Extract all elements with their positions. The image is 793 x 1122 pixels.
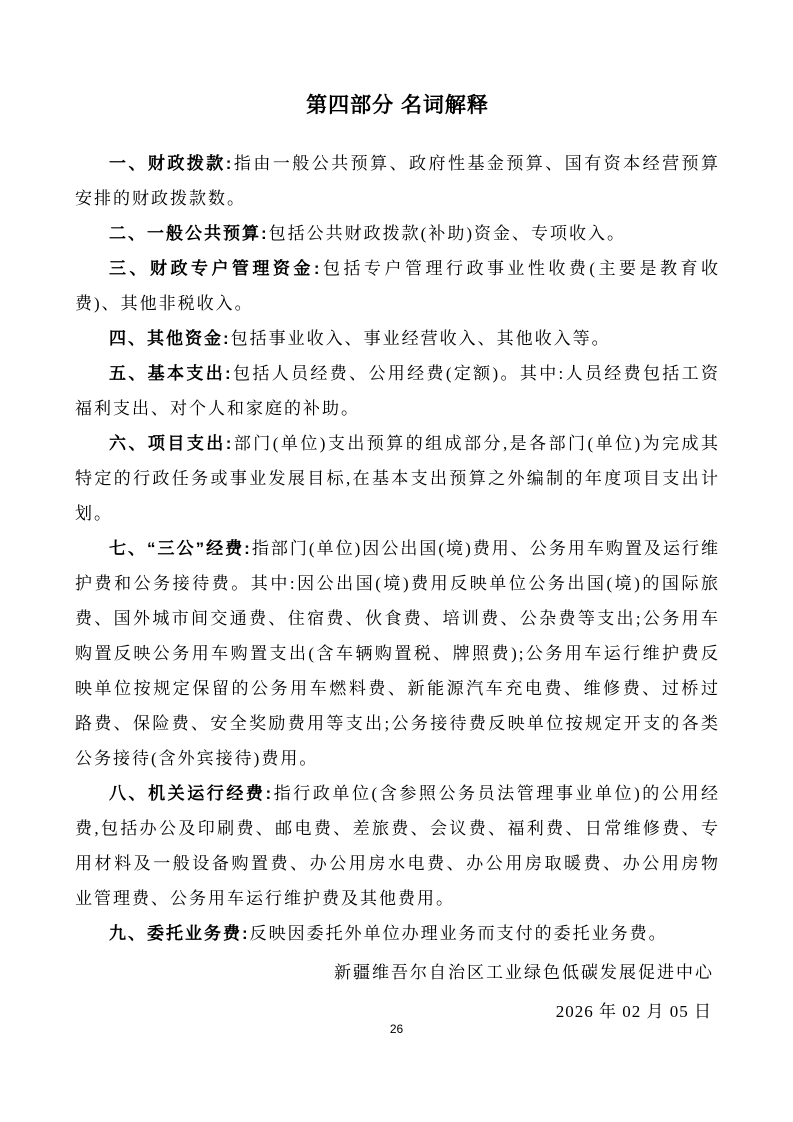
- signature-organization: 新疆维吾尔自治区工业绿色低碳发展促进中心: [334, 963, 714, 982]
- definition-term: 四、其他资金:: [109, 329, 231, 348]
- definition-term: 五、基本支出:: [109, 364, 233, 383]
- definition-term: 八、机关运行经费:: [109, 784, 274, 803]
- definition-paragraph: [75, 251, 720, 321]
- page-title: 第四部分 名词解释: [306, 94, 489, 117]
- definition-paragraph: [75, 216, 720, 251]
- definition-body: 部门(单位)支出预算的组成部分,是各部门(单位)为完成其特定的行政任务或事业发展目标,在基本支出预算之外编制的年度项目支出计划。: [75, 434, 720, 523]
- definition-body: 包括人员经费、公用经费(定额)。其中:人员经费包括工资福利支出、对个人和家庭的补助。: [75, 364, 720, 418]
- definition-paragraph: [75, 146, 720, 216]
- definition-paragraph: [75, 916, 720, 951]
- definition-body: 包括专户管理行政事业性收费(主要是教育收费)、其他非税收入。: [75, 259, 720, 313]
- definition-paragraph: [75, 776, 720, 916]
- definition-body: 反映因委托外单位办理业务而支付的委托业务费。: [249, 924, 668, 943]
- definition-term: 七、“三公”经费:: [109, 539, 252, 558]
- page-number: 26: [389, 1022, 404, 1036]
- definition-term: 二、一般公共预算:: [109, 224, 269, 243]
- definition-term: 九、委托业务费:: [109, 924, 250, 943]
- definition-term: 六、项目支出:: [109, 434, 234, 453]
- definition-paragraph: [75, 426, 720, 531]
- definition-body: 指由一般公共预算、政府性基金预算、国有资本经营预算安排的财政拨款数。: [75, 154, 720, 208]
- definition-paragraph: [75, 321, 720, 356]
- definition-body: 指部门(单位)因公出国(境)费用、公务用车购置及运行维护费和公务接待费。其中:因公出国(境)费用反映单位公务出国(境)的国际旅费、国外城市间交通费、住宿费、伙食费、培训费、公杂费等支出;公务用车购置反映公务用车购置支出(含车辆购置税、牌照费);公务用车运行维护费反映单位按规定保留的公务用车燃料费、新能源汽车充电费、维修费、过桥过路费、保险费、安全奖励费用等支出;公务接待费反映单位按规定开支的各类公务接待(含外宾接待)费用。: [75, 539, 720, 768]
- definition-paragraph: [75, 531, 720, 776]
- definition-body: 指行政单位(含参照公务员法管理事业单位)的公用经费,包括办公及印刷费、邮电费、差旅费、会议费、福利费、日常维修费、专用材料及一般设备购置费、办公用房水电费、办公用房取暖费、办公用房物业管理费、公务用车运行维护费及其他费用。: [75, 784, 720, 908]
- definition-term: 三、财政专户管理资金:: [109, 259, 322, 278]
- definition-term: 一、财政拨款:: [109, 154, 234, 173]
- signature-date: 2026 年 02 月 05 日: [555, 1002, 712, 1021]
- definition-paragraph: [75, 356, 720, 426]
- definition-body: 包括事业收入、事业经营收入、其他收入等。: [230, 329, 611, 348]
- definition-body: 包括公共财政拨款(补助)资金、专项收入。: [268, 224, 626, 243]
